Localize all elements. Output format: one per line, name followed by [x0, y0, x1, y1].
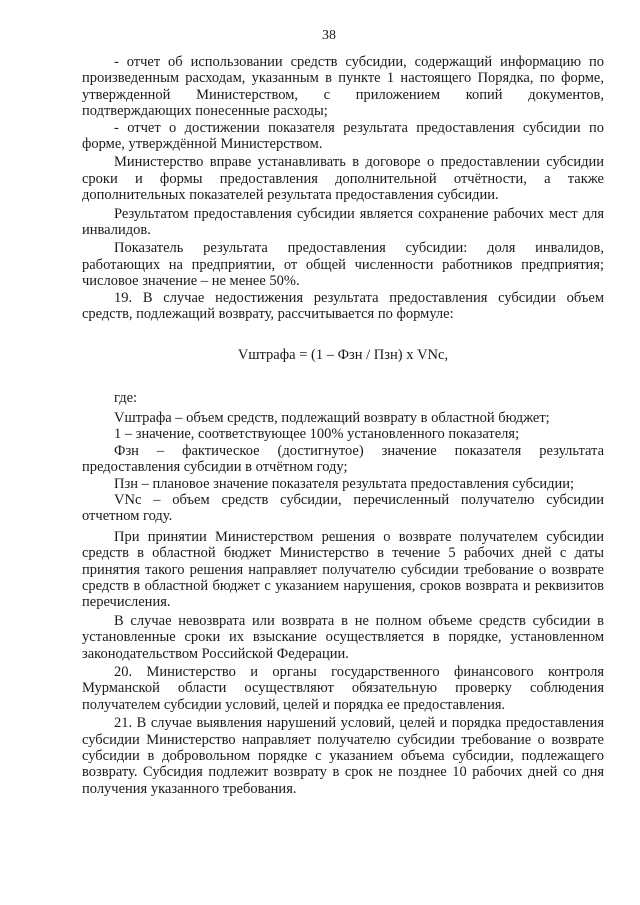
penalty-formula: Vштрафа = (1 – Фзн / Пзн) х VNс, [237, 346, 449, 363]
clause-21-paragraph: 21. В случае выявления нарушений условий, целей и порядка предоставления субсидии Министерство направляет получателю субсидии требование о возврате субсидии в добровольном порядке с указанием объема субсидии, подлежащего возврату. Субсидия подлежит возврату в срок не позднее 10 рабочих дней со дня получения указанного требования. [82, 715, 604, 797]
indicator-paragraph: Показатель результата предоставления субсидии: доля инвалидов, работающих на предприятии, от общей численности работников предприятия; числовое значение – не менее 50%. [82, 240, 604, 290]
where-label: где: [114, 389, 138, 406]
definition-one: 1 – значение, соответствующее 100% установленного показателя; [114, 426, 520, 443]
refund-decision-paragraph: При принятии Министерством решения о возврате получателем субсидии средств в областной бюджет Министерство в течение 5 рабочих дней с даты принятия такого решения направляет получателю субсидии требование о возврате средств в областной бюджет с указанием нарушения, сроков возврата и реквизитов перечисления. [82, 528, 604, 611]
definition-vnc: VNс – объем средств субсидии, перечисленный получателю субсидии отчетном году. [82, 491, 604, 525]
clause-19-paragraph: 19. В случае недостижения результата предоставления субсидии объем средств, подлежащий возврату, рассчитывается по формуле: [82, 289, 604, 323]
definition-fzn: Фзн – фактическое (достигнутое) значение показателя результата предоставления субсидии в отчётном году; [82, 442, 604, 476]
clause-20-paragraph: 20. Министерство и органы государственного финансового контроля Мурманской области осуществляют обязательную проверку соблюдения получателем субсидии условий, целей и порядка ее предоставления. [82, 664, 604, 713]
report-result-item: - отчет о достижении показателя результата предоставления субсидии по форме, утверждённой Министерством. [82, 119, 604, 153]
ministry-rights-paragraph: Министерство вправе устанавливать в договоре о предоставлении субсидии сроки и формы предоставления дополнительной отчётности, а также дополнительных показателей результата предоставления субсидии. [82, 154, 604, 204]
definition-pzn: Пзн – плановое значение показателя результата предоставления субсидии; [114, 475, 575, 492]
definition-v-penalty: Vштрафа – объем средств, подлежащий возврату в областной бюджет; [114, 409, 550, 426]
page-number: 38 [322, 28, 336, 43]
report-expenses-item: - отчет об использовании средств субсидии, содержащий информацию по произведенным расходам, указанным в пункте 1 настоящего Порядка, по форме, утвержденной Министерством, с приложением копий документов, подтверждающих понесенные расходы; [82, 54, 604, 120]
result-paragraph: Результатом предоставления субсидии является сохранение рабочих мест для инвалидов. [82, 205, 604, 239]
non-refund-paragraph: В случае невозврата или возврата в не полном объеме средств субсидии в установленные сроки их взыскание осуществляется в порядке, установленном законодательством Российской Федерации. [82, 612, 604, 662]
